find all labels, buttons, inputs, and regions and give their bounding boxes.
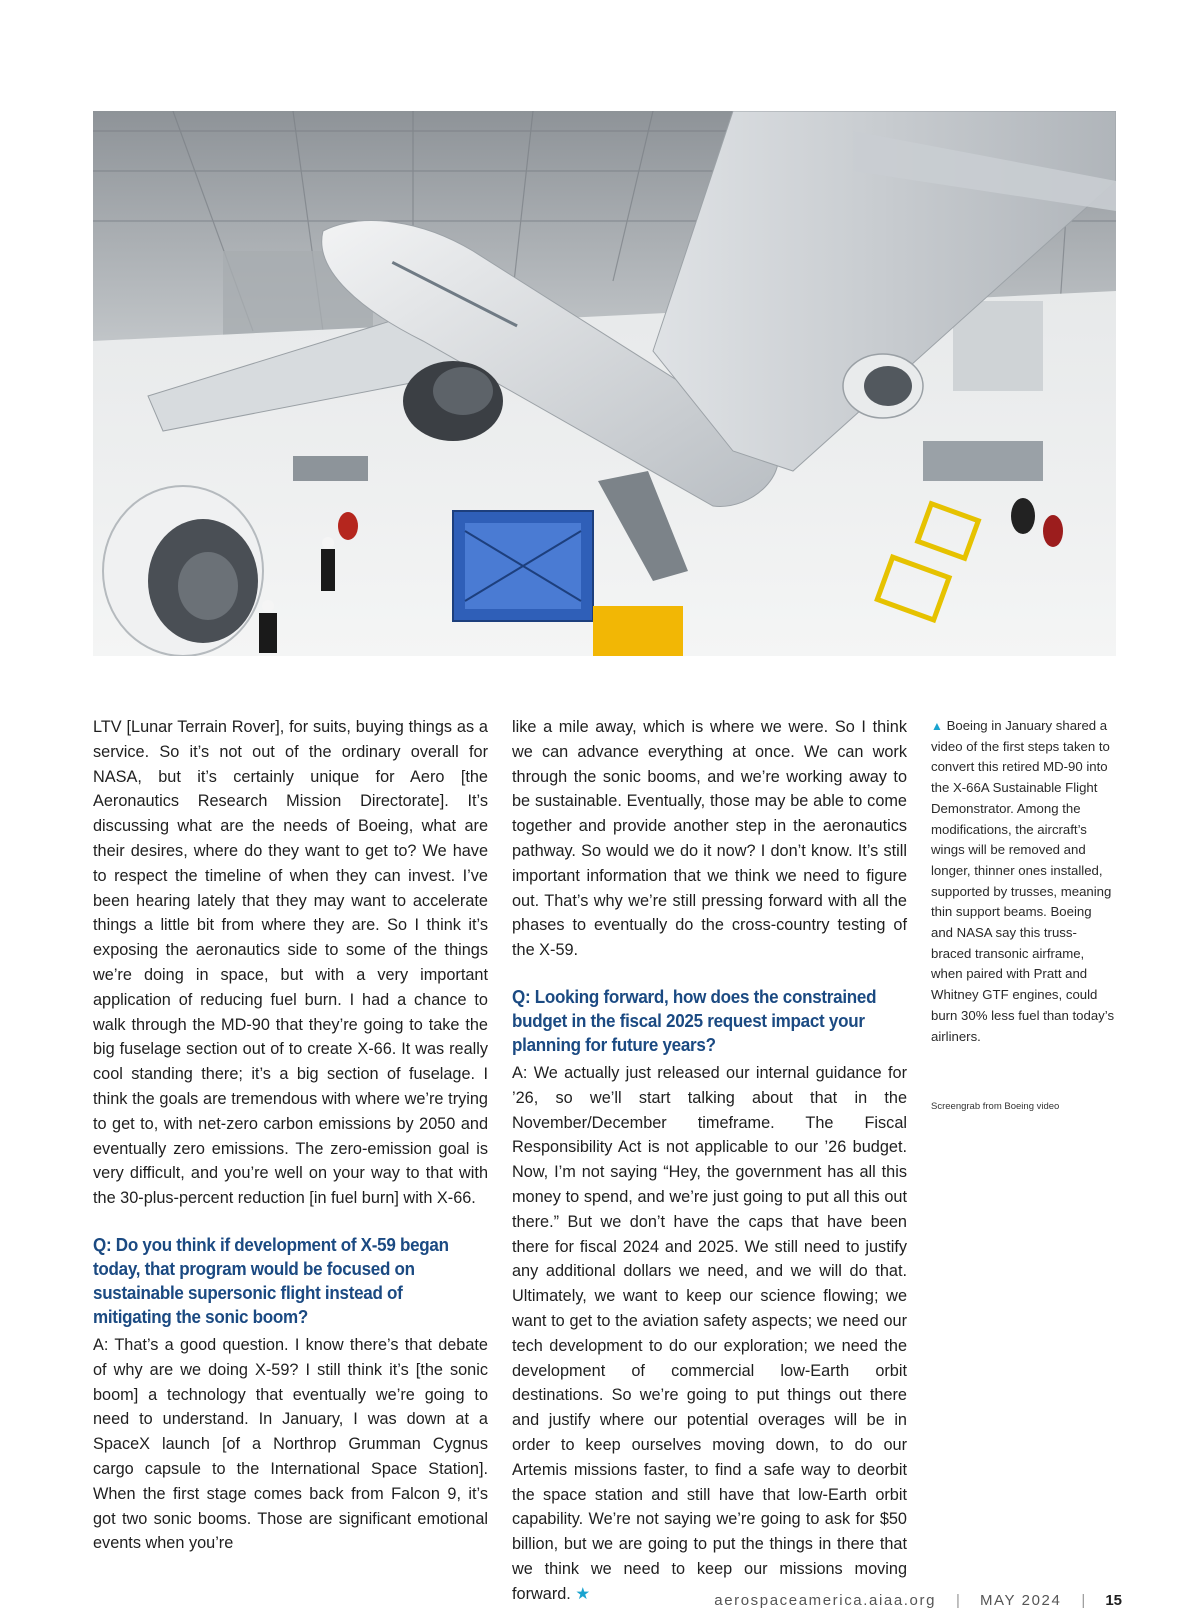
photo-credit: Screengrab from Boeing video [931, 1101, 1060, 1112]
column-1 [93, 715, 488, 1556]
footer-separator-2: | [1081, 1592, 1086, 1609]
work-table [923, 441, 1043, 481]
answer-budget [512, 1061, 907, 1607]
answer-x59: A: That’s a good question. I know there’s that debate of why are we doing X-59? I still think it’s [the sonic boom] a technology that eventually we’re going to need to understand. In January, I was down at a SpaceX launch [of a Northrop Grumman Cygnus cargo capsule to the International Space Station]. When the first stage comes back from Falcon 9, it’s got two sonic booms. Those are significant emotional events when you’re [93, 1335, 488, 1553]
end-mark-icon: ★ [575, 1584, 590, 1603]
column-1-paragraph: LTV [Lunar Terrain Rover], for suits, buying things as a service. So it’s not out of the ordinary overall for NASA, but it’s certainly unique for Aero [the Aeronautics Research Mission Directorate]. It’s discussing what are the needs of Boeing, what are their desires, where do they want to get to? We have to respect the timeline of when they can invest. I’ve been hearing lately that they may want to accelerate things a little bit from where they are. So I think it’s exposing the aeronautics side to some of the things we’re doing in space, but with a very important application of reducing fuel burn. I had a chance to walk through the MD-90 that they’re going to take the big fuselage section out of to create X-66. It was really cool standing there; it’s a big section of fuselage. I think the goals are tremendous with where we’re trying to get to, with net-zero carbon emissions by 2050 and eventually zero emissions. The zero-emission goal is very difficult, and you’re well on your way to that with the 30-plus-percent reduction [in fuel burn] with X-66. [93, 718, 488, 1208]
footer-separator: | [956, 1592, 960, 1609]
question-budget: Q: Looking forward, how does the constrained budget in the fiscal 2025 request impact your planning for future years? [512, 985, 877, 1055]
caption-triangle-icon: ▲ [931, 719, 943, 733]
footer-site: aerospaceamerica.aiaa.org [714, 1592, 937, 1609]
page-number: 15 [1105, 1592, 1122, 1609]
answer-budget-text: A: We actually just released our internal guidance for ’26, so we’ll start talking about that in the November/December timeframe. The Fiscal Responsibility Act is not applicable to our ’26 budget. Now, I’m not saying “Hey, the government has all this money to spend, and we’re just going to put all this out there.” But we don’t have the caps that have been there for fiscal 2024 and 2025. We still need to justify any additional dollars we need, and we will do that. Ultimately, we want to keep our science flowing; we want to get to the aviation safety aspects; we need our tech development to do our exploration; we need the development of commercial low-Earth orbit destinations. So we’re going to put things out there and justify where our potential overages will be in order to keep ourselves moving down, to do our Artemis missions faster, to find a safe way to deorbit the space station and still have that low-Earth orbit capability. We’re not saying we’re going to ask for $50 billion, but we are going to put the things in there that we think we need to keep our missions moving forward. [512, 1063, 907, 1603]
column-2-paragraph: like a mile away, which is where we were. So I think we can advance everything at once. We can work through the sonic booms, and we’re working away to be sustainable. Eventually, those may be able to come together and provide another step in the aeronautics pathway. So would we do it now? I don’t know. It’s still important information that we think we need to figure out. That’s why we’re still pressing forward with all the phases to eventually do the cross-country testing of the X-59. [512, 718, 907, 960]
aircraft-photo [93, 111, 1116, 656]
question-x59: Q: Do you think if development of X-59 began today, that program would be focused on sustainable supersonic flight instead of mitigating the sonic boom? [93, 1233, 449, 1327]
photo-caption [931, 716, 1117, 1047]
black-barrel [1011, 498, 1035, 534]
work-bench [293, 456, 368, 481]
footer-date: MAY 2024 [979, 1592, 1062, 1609]
red-barrel [338, 512, 358, 540]
caption-text: Boeing in January shared a video of the first steps taken to convert this retired MD-90 into the X-66A Sustainable Flight Demonstrator. Among the modifications, the aircraft’s wings will be removed and longer, thinner ones installed, supported by trusses, meaning thin support beams. Boeing and NASA say this truss-braced transonic airframe, when paired with Pratt and Whitney GTF engines, could burn 30% less fuel than today’s airliners. [931, 718, 1115, 1044]
page-footer [714, 1592, 1122, 1609]
hangar-illustration [93, 111, 1116, 656]
column-2 [512, 715, 907, 1607]
